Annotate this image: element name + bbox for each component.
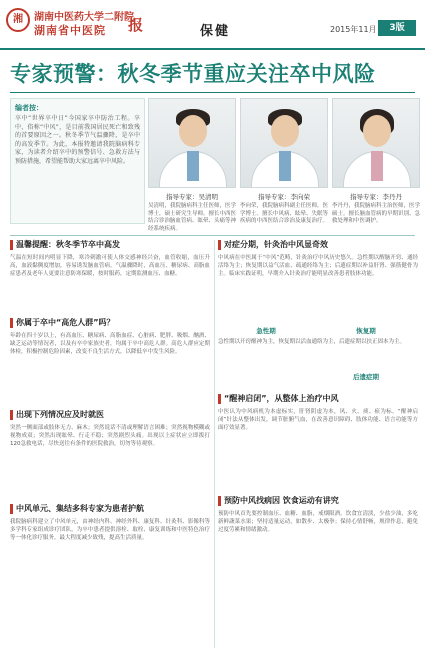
brand-line1: 湖南中医药大学二附院 [34, 12, 134, 23]
doctor-caption: 指导专家：吴清明 [166, 193, 218, 201]
column-separator [214, 240, 215, 648]
section-heading: 出现下列情况应及时就医 [10, 410, 210, 420]
doctor-bio: 吴清明，我院脑病科主任医师，医学博士，硕士研究生导师。擅长中西医结合诊治脑血管病、眩晕、头痛等神经系统疾病。 [148, 203, 237, 232]
doctor-portrait [148, 98, 236, 188]
editor-note [10, 98, 145, 224]
phase-subhead: 急性期 [256, 327, 276, 335]
doctor-caption: 指导专家：李向荣 [258, 193, 310, 201]
page-number-badge: 3版 [378, 20, 416, 36]
brand-line2: 湖南省中医院 [34, 24, 106, 37]
section-body: 急性期以开窍醒神为主，恢复期以活血通络为主，后遗症期以扶正固本为主。 [218, 339, 406, 345]
section-heading: 预防中风找病因 饮食运动有讲究 [218, 496, 418, 506]
brand-tag: 报 [128, 16, 144, 34]
section-heading: 中风单元、集结多科专家为患者护航 [10, 504, 210, 514]
editor-note-title: 编者按： [15, 104, 43, 112]
phase-subhead: 恢复期 [356, 327, 376, 335]
masthead [0, 0, 425, 50]
doctor-caption: 指导专家：李丹丹 [350, 193, 402, 201]
section-heading: 对症分期，针灸治中风显奇效 [218, 240, 418, 250]
section-body: 突然一侧面部或肢体无力、麻木；突然说话不清或理解语言困难；突然视物模糊或视物成双；突然出现眩晕、行走不稳；突然剧烈头痛。出现以上症状应立即拨打120急救电话，尽快送往有条件的医院救治，切勿等待观察。 [10, 425, 210, 448]
section-name: 保健 [200, 24, 231, 39]
section-body: 年龄在四十岁以上，有高血压、糖尿病、高脂血症、心脏病、肥胖、吸烟、酗酒、缺乏运动等情况者，以及有卒中家族史者，均属于卒中高危人群。高危人群应定期体检，积极控制危险因素，改变不良生活方式，以降低卒中发生风险。 [10, 333, 210, 356]
section-body: 预防中风首先要控制血压、血糖、血脂，戒烟限酒。饮食宜清淡，少盐少油，多吃新鲜蔬菜水果；坚持适量运动，如散步、太极拳；保持心情舒畅，规律作息，避免过度劳累和情绪激动。 [218, 511, 418, 534]
phase-subhead: 后遗症期 [353, 373, 379, 381]
section-body: 我院脑病科建立了中风单元，由神经内科、神经外科、康复科、针灸科、影像科等多学科专家组成诊疗团队，为卒中患者提供溶栓、取栓、康复训练和中医特色治疗等一体化诊疗服务，最大程度减少致残，提高生活质量。 [10, 519, 210, 542]
issue-date: 2015年11月 [330, 25, 377, 34]
doctor-portrait [332, 98, 420, 188]
page-headline: 专家预警：秋冬季节重应关注卒中风险 [10, 62, 376, 86]
section-body: 气温在短时间内明显下降，寒冷刺激可使人体交感神经兴奋，血管收缩，血压升高，血液黏稠度增加，容易诱发脑血管病。气温骤降时，高血压、糖尿病、高脂血症患者及老年人更要注意防寒保暖，按时服药，定期监测血压、血糖。 [10, 255, 210, 278]
section-heading: 你属于卒中“高危人群”吗？ [10, 318, 210, 328]
section-divider [10, 235, 415, 236]
headline-rule [10, 92, 415, 93]
section-heading: 温馨提醒：秋冬季节卒中高发 [10, 240, 210, 250]
doctor-portrait [240, 98, 328, 188]
doctor-bio: 李丹丹，我院脑病科主治医师，医学硕士。擅长脑血管病的早期识别、急救处理和中医调护。 [332, 203, 421, 224]
hospital-logo-icon: 湘 [6, 8, 30, 32]
section-body: 中医认为中风病机为本虚标实，肝肾阴虚为本，风、火、痰、瘀为标。“醒神启闭”针法从整体出发，调节脏腑气血，在改善意识障碍、肢体功能、语言功能等方面疗效显著。 [218, 409, 418, 432]
section-heading: “醒神启闭”，从整体上治疗中风 [218, 394, 418, 404]
section-body: 中风病在中医属于“中风”范畴，针灸治疗中风历史悠久。急性期以醒脑开窍、通经活络为主；恢复期以益气活血、疏通经络为主；后遗症期以补益肝肾、强筋健骨为主。临床实践证明，早期介入针灸治疗能明显改善患者肢体功能。 [218, 255, 418, 278]
doctor-bio: 李向荣，我院脑病科副主任医师，医学博士。擅长中风病、眩晕、失眠等疾病的中西医结合诊治及康复治疗。 [240, 203, 329, 224]
editor-note-text: 卒中“世界卒中日”今国家卒中防治工程。卒中，俗称“中风”，是目前我国居民死亡和致残的首要原因之一。秋冬季节气温骤降，是卒中的高发季节。为此，本报特邀请我院脑病科专家，为读者介绍卒中的预警信号、急救方法与预防措施，希望能帮助大家远离卒中风险。 [15, 115, 140, 165]
